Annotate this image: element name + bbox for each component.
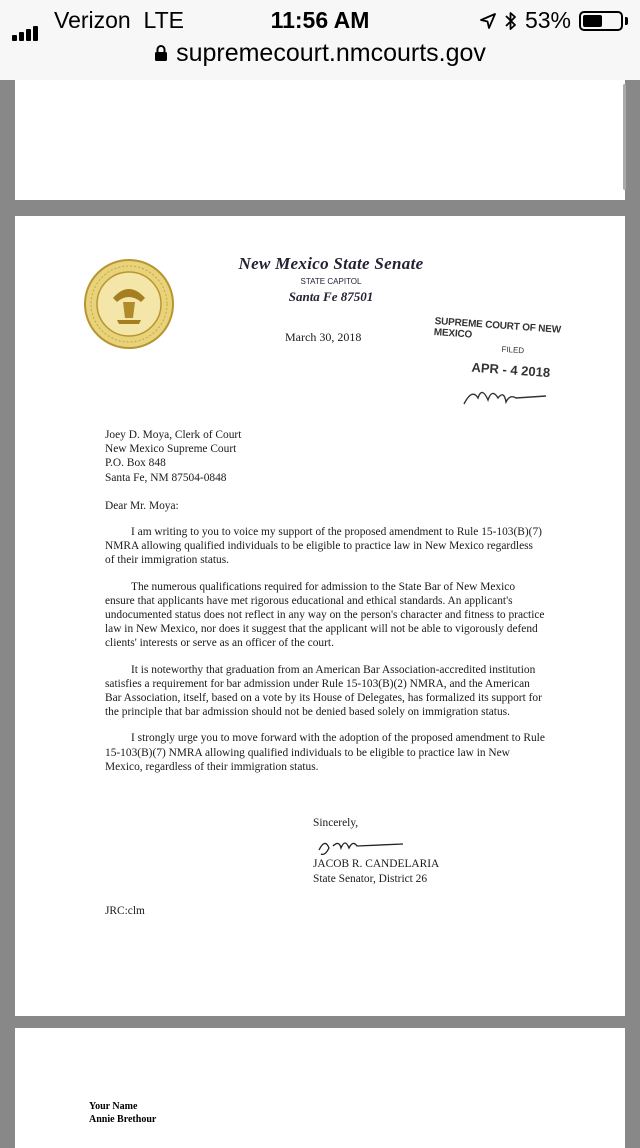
clerk-initials-icon bbox=[460, 382, 550, 412]
signer-title: State Senator, District 26 bbox=[313, 873, 428, 885]
battery-percent: 53% bbox=[524, 7, 571, 33]
paragraph: I strongly urge you to move forward with the adoption of the proposed amendment to Rule 15-103(B)(7) NMRA allowing qualified individuals to be eligible to practice law in New Mexico, regardless of their immigration status. bbox=[105, 732, 545, 773]
paragraph: The numerous qualifications required for admission to the State Bar of New Mexico ensure that applicants have met rigorous educational and ethical standards. An applicant's undocumented status does not reflect in any way on the person's character and fitness to practice law in New Mexico, nor does it suggest that the applicant will not be able to vigorously defend clients' interests or serve as an officer of the court. bbox=[105, 580, 545, 650]
next-page-text bbox=[89, 1100, 156, 1126]
letterhead-title: New Mexico State Senate bbox=[238, 254, 424, 273]
reference-initials: JRC:clm bbox=[105, 905, 145, 917]
battery-icon bbox=[579, 11, 623, 31]
location-arrow-icon bbox=[479, 12, 497, 30]
lock-icon bbox=[154, 44, 168, 62]
paragraph: It is noteworthy that graduation from an American Bar Association-accredited institution satisfies a requirement for bar admission under Rule 15-103(B)(2) NMRA, and the American Bar Association, itself, based on a vote by its House of Delegates, has formalized its support for the principle that bar admission should not be denied based solely on immigration status. bbox=[105, 663, 542, 719]
state-seal-icon bbox=[83, 258, 175, 350]
next-page-line: Your Name bbox=[89, 1101, 138, 1112]
url-text: supremecourt.nmcourts.gov bbox=[176, 38, 486, 67]
ios-status-and-address-bar bbox=[0, 0, 640, 80]
status-right-group bbox=[479, 7, 628, 34]
closing: Sincerely, bbox=[313, 817, 359, 829]
bluetooth-icon bbox=[505, 11, 517, 31]
letterhead-city: Santa Fe 87501 bbox=[288, 289, 374, 304]
address-line: Joey D. Moya, Clerk of Court bbox=[105, 429, 242, 441]
letterhead-subtitle: STATE CAPITOL bbox=[300, 277, 362, 286]
address-bar[interactable] bbox=[0, 38, 640, 74]
network-type: LTE bbox=[143, 7, 184, 33]
next-page bbox=[15, 1028, 625, 1148]
letter-date: March 30, 2018 bbox=[285, 330, 362, 344]
stamp-filed: FILED bbox=[501, 344, 525, 356]
carrier-name: Verizon bbox=[54, 7, 131, 33]
address-line: P.O. Box 848 bbox=[105, 457, 166, 470]
salutation: Dear Mr. Moya: bbox=[105, 499, 179, 512]
scroll-indicator[interactable] bbox=[623, 84, 626, 190]
recipient-address bbox=[105, 428, 545, 485]
letterhead bbox=[193, 254, 469, 305]
signer-name: JACOB R. CANDELARIA bbox=[313, 858, 440, 870]
address-line: Santa Fe, NM 87504-0848 bbox=[105, 471, 227, 484]
battery-tip bbox=[625, 17, 628, 25]
stamp-court: SUPREME COURT OF NEW MEXICO bbox=[433, 316, 562, 341]
address-line: New Mexico Supreme Court bbox=[105, 443, 237, 456]
filed-stamp bbox=[431, 316, 595, 383]
next-page-line: Annie Brethour bbox=[89, 1114, 157, 1125]
stamp-date: APR - 4 2018 bbox=[470, 359, 551, 381]
letter-page bbox=[15, 216, 625, 1016]
battery-fill bbox=[583, 15, 602, 27]
status-time: 11:56 AM bbox=[270, 7, 370, 33]
status-row bbox=[0, 4, 640, 38]
paragraph: I am writing to you to voice my support of the proposed amendment to Rule 15-103(B)(7) NMRA allowing qualified individuals to be eligible to practice law in New Mexico regardless of their immigration status. bbox=[105, 526, 542, 567]
previous-page bbox=[15, 80, 625, 200]
letter-body bbox=[105, 428, 545, 786]
